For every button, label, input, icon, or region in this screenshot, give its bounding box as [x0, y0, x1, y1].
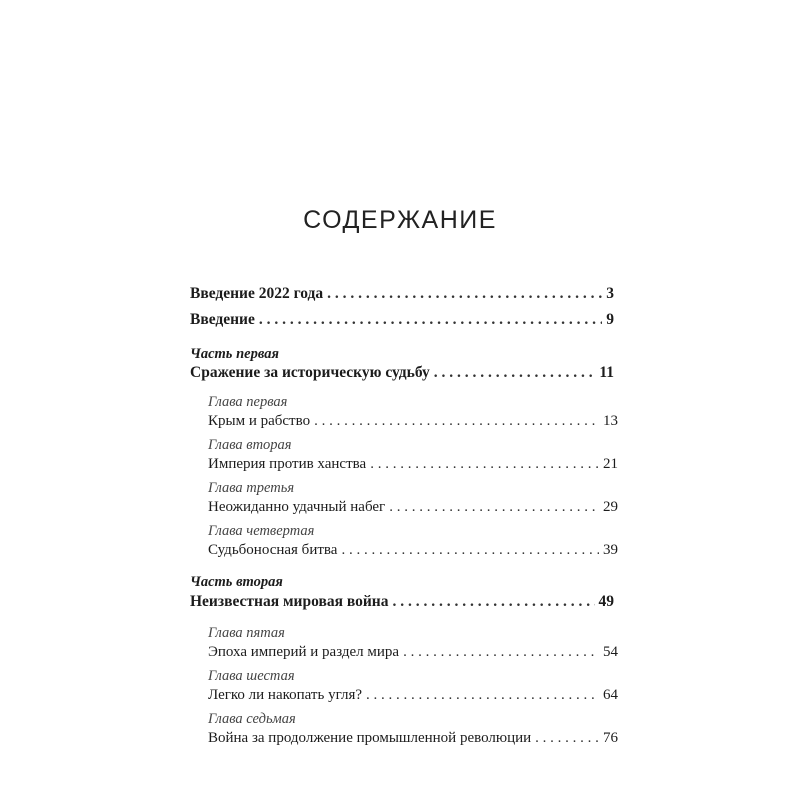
dot-leader — [327, 284, 602, 304]
toc-entry-chapter-3[interactable] — [208, 497, 618, 517]
chapter-label: Глава третья — [208, 480, 295, 496]
toc-entry-title: Неожиданно удачный набег — [208, 499, 386, 515]
toc-entry-chapter-6[interactable] — [208, 685, 618, 705]
dot-leader — [389, 497, 599, 517]
toc-entry-title: Легко ли накопать угля? — [208, 687, 363, 703]
dot-leader — [403, 642, 599, 662]
dot-leader — [341, 540, 599, 560]
toc-entry-page: 54 — [603, 644, 618, 660]
chapter-label: Глава шестая — [208, 668, 295, 684]
toc-entry-title: Введение 2022 года — [190, 285, 324, 302]
part-label: Часть первая — [190, 346, 279, 362]
toc-entry-title: Война за продолжение промышленной революции — [208, 730, 532, 746]
dot-leader — [392, 592, 594, 612]
toc-entry-chapter-4[interactable] — [208, 540, 618, 560]
chapter-label: Глава вторая — [208, 437, 292, 453]
toc-entry-intro[interactable] — [190, 310, 614, 330]
toc-entry-title: Крым и рабство — [208, 413, 311, 429]
dot-leader — [535, 728, 599, 748]
chapter-label: Глава первая — [208, 394, 288, 410]
toc-entry-page: 9 — [606, 311, 614, 328]
toc-entry-page: 13 — [603, 413, 618, 429]
toc-entry-page: 39 — [603, 542, 618, 558]
toc-entry-page: 11 — [599, 364, 614, 381]
toc-entry-part-2[interactable] — [190, 592, 614, 612]
toc-entry-intro-2022[interactable] — [190, 284, 614, 304]
dot-leader — [259, 310, 602, 330]
dot-leader — [370, 454, 599, 474]
chapter-label: Глава седьмая — [208, 711, 296, 727]
toc-entry-title: Неизвестная мировая война — [190, 593, 389, 610]
toc-entry-page: 49 — [598, 593, 614, 610]
dot-leader — [434, 363, 596, 383]
toc-entry-chapter-7[interactable] — [208, 728, 618, 748]
toc-entry-part-1[interactable] — [190, 363, 614, 383]
toc-entry-page: 76 — [603, 730, 618, 746]
toc-entry-title: Судьбоносная битва — [208, 542, 338, 558]
dot-leader — [366, 685, 599, 705]
dot-leader — [314, 411, 599, 431]
toc-entry-page: 21 — [603, 456, 618, 472]
toc-entry-title: Введение — [190, 311, 255, 328]
part-label: Часть вторая — [190, 574, 283, 590]
chapter-label: Глава пятая — [208, 625, 285, 641]
toc-entry-page: 3 — [606, 285, 614, 302]
page-title: СОДЕРЖАНИЕ — [303, 206, 497, 234]
toc-entry-title: Эпоха империй и раздел мира — [208, 644, 400, 660]
toc-entry-title: Сражение за историческую судьбу — [190, 364, 430, 381]
toc-entry-chapter-2[interactable] — [208, 454, 618, 474]
toc-entry-title: Империя против ханства — [208, 456, 367, 472]
toc-entry-chapter-1[interactable] — [208, 411, 618, 431]
toc-entry-page: 29 — [603, 499, 618, 515]
toc-entry-chapter-5[interactable] — [208, 642, 618, 662]
toc-entry-page: 64 — [603, 687, 618, 703]
chapter-label: Глава четвертая — [208, 523, 315, 539]
